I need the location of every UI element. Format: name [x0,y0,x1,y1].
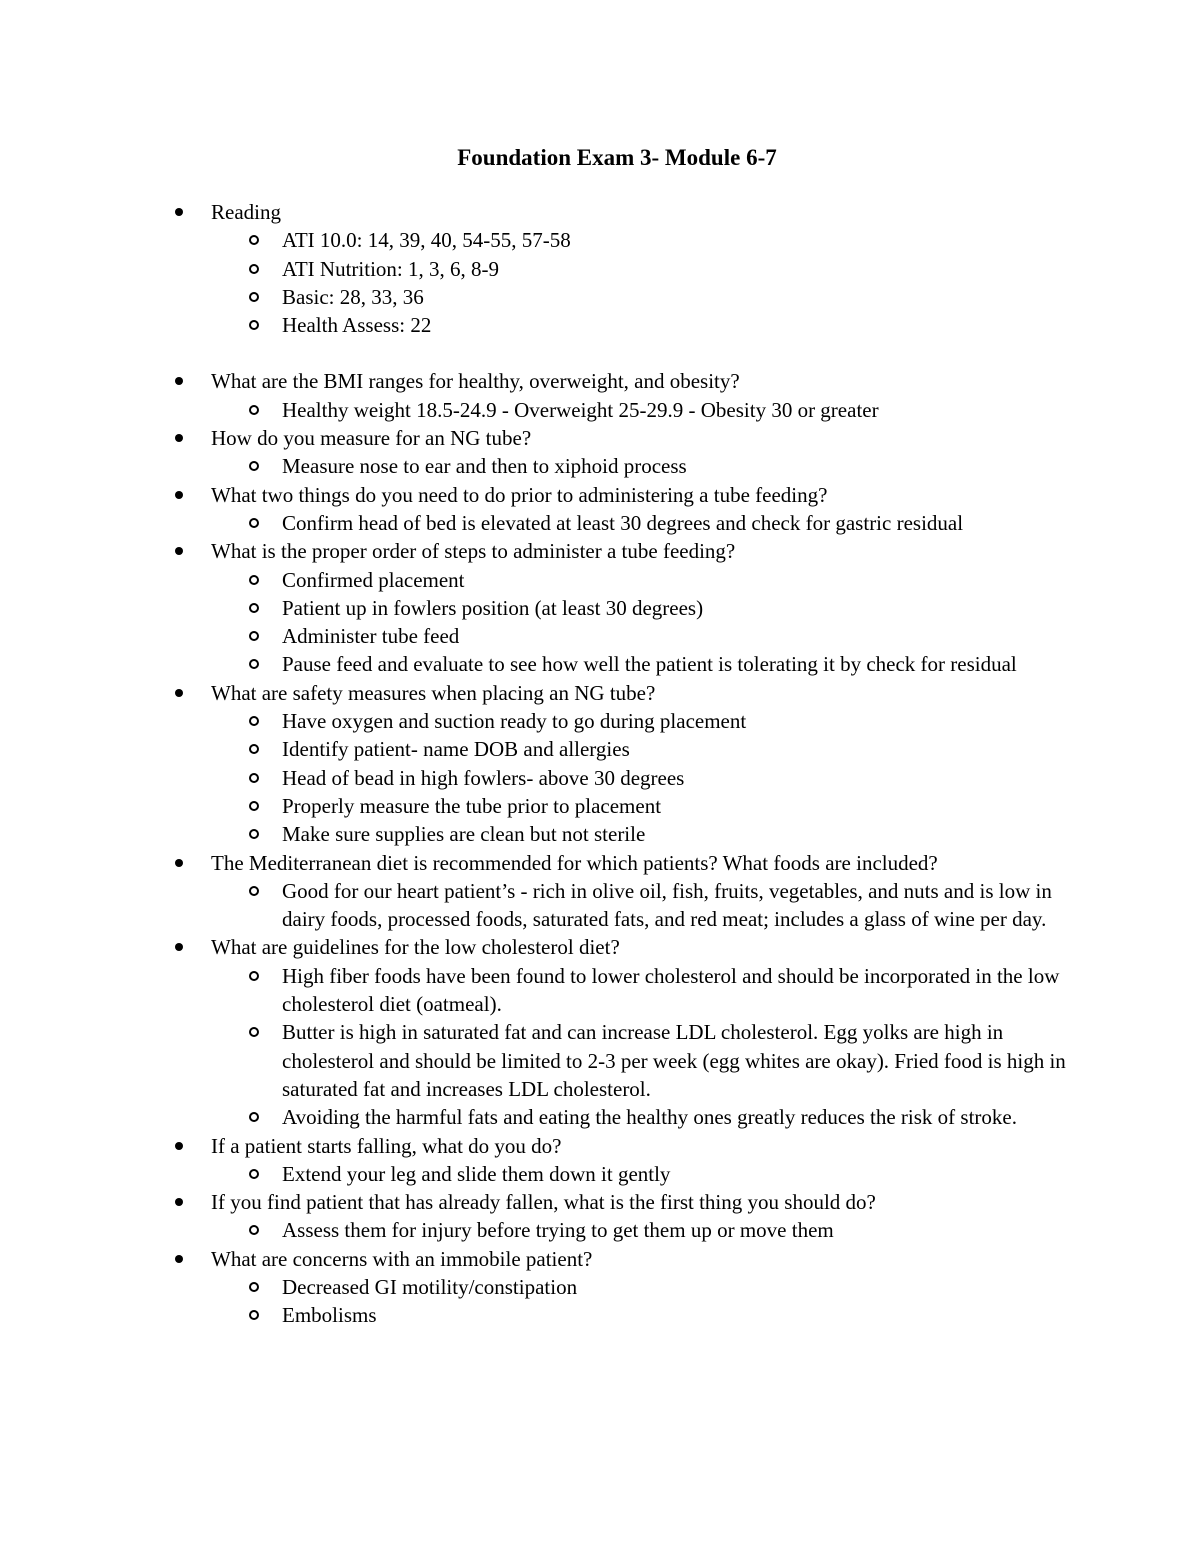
answer-item [0,1018,1072,1103]
answer-text: Embolisms [282,1303,377,1328]
hollow-bullet-icon [249,292,259,302]
bullet-icon [175,943,183,951]
bullet-icon [175,1255,183,1263]
answer-item [0,452,1072,480]
answer-text: ATI 10.0: 14, 39, 40, 54-55, 57-58 [282,228,571,253]
answer-text: Decreased GI motility/constipation [282,1274,578,1299]
bullet-icon [175,859,183,867]
answer-item [0,735,1072,763]
answer-item [0,650,1072,678]
question-item [0,537,1071,678]
hollow-bullet-icon [249,1027,259,1037]
question-item [0,481,1071,538]
hollow-bullet-icon [249,744,259,754]
answer-text: Confirm head of bed is elevated at least 30 degrees and check for gastric residual [282,510,964,535]
answer-item [0,396,1072,424]
bullet-icon [175,1198,183,1206]
answer-item [0,594,1072,622]
document-body [0,198,1200,1330]
question-text: What is the proper order of steps to administer a tube feeding? [211,539,736,564]
answer-text: Extend your leg and slide them down it gently [282,1161,671,1186]
hollow-bullet-icon [249,320,259,330]
answer-list [0,452,1071,480]
answer-text: Good for our heart patient’s - rich in olive oil, fish, fruits, vegetables, and nuts and is low in dairy foods, processed foods, saturated fats, and red meat; includes a glass of wine per day. [282,878,1052,932]
answer-item [0,764,1072,792]
hollow-bullet-icon [249,886,259,896]
answer-text: Healthy weight 18.5-24.9 - Overweight 25-29.9 - Obesity 30 or greater [282,397,879,422]
answer-item [0,820,1072,848]
answer-item [0,962,1072,1019]
answer-item [0,226,1072,254]
question-item [0,679,1071,849]
hollow-bullet-icon [249,659,259,669]
answer-text: Administer tube feed [282,624,460,649]
bullet-icon [175,434,183,442]
bullet-icon [175,491,183,499]
answer-text: Measure nose to ear and then to xiphoid process [282,454,687,479]
answer-list [0,566,1071,679]
document-title: Foundation Exam 3- Module 6-7 [457,145,777,170]
answer-list [0,226,1071,339]
answer-list [0,1216,1071,1244]
question-item [0,1188,1071,1245]
answer-text: Butter is high in saturated fat and can increase LDL cholesterol. Egg yolks are high in cholesterol and should be limited to 2-3 per week (egg whites are okay). Fried food is high in saturated fat and increases LDL cholesterol. [282,1020,1066,1101]
question-text: What are safety measures when placing an NG tube? [211,680,656,705]
answer-item [0,283,1072,311]
answer-text: Basic: 28, 33, 36 [282,284,424,309]
question-list [0,198,1200,1330]
question-text: What are guidelines for the low cholesterol diet? [211,935,620,960]
question-item [0,1132,1071,1189]
answer-list [0,1273,1071,1330]
question-text: The Mediterranean diet is recommended for which patients? What foods are included? [211,850,938,875]
question-item [0,424,1071,481]
question-text: What two things do you need to do prior to administering a tube feeding? [211,482,828,507]
answer-item [0,622,1072,650]
answer-item [0,509,1072,537]
question-text: Reading [211,200,281,224]
answer-list [0,962,1071,1132]
answer-list [0,509,1071,537]
answer-list [0,1160,1071,1188]
question-item [0,849,1071,934]
answer-item [0,566,1072,594]
hollow-bullet-icon [249,716,259,726]
answer-text: Properly measure the tube prior to placement [282,793,662,818]
answer-item [0,707,1072,735]
bullet-icon [175,208,183,216]
answer-text: Confirmed placement [282,567,465,592]
answer-text: Health Assess: 22 [282,313,432,338]
answer-text: Head of bead in high fowlers- above 30 degrees [282,765,685,790]
answer-item [0,311,1072,339]
question-item [0,1245,1071,1330]
answer-text: Pause feed and evaluate to see how well the patient is tolerating it by check for residual [282,652,1017,677]
answer-item [0,1160,1072,1188]
bullet-icon [175,689,183,697]
hollow-bullet-icon [249,971,259,981]
answer-item [0,1273,1072,1301]
hollow-bullet-icon [249,405,259,415]
answer-text: Avoiding the harmful fats and eating the healthy ones greatly reduces the risk of stroke. [282,1105,1017,1130]
hollow-bullet-icon [249,631,259,641]
hollow-bullet-icon [249,235,259,245]
answer-item [0,1301,1072,1329]
hollow-bullet-icon [249,461,259,471]
answer-list [0,396,1071,424]
answer-text: Make sure supplies are clean but not sterile [282,822,646,847]
question-item [0,198,1071,339]
answer-text: Identify patient- name DOB and allergies [282,737,630,762]
question-item [0,367,1071,424]
answer-text: Assess them for injury before trying to get them up or move them [282,1218,834,1243]
hollow-bullet-icon [249,1282,259,1292]
hollow-bullet-icon [249,801,259,811]
answer-item [0,255,1072,283]
question-text: If a patient starts falling, what do you do? [211,1133,562,1158]
answer-text: Patient up in fowlers position (at least 30 degrees) [282,595,704,620]
question-text: What are the BMI ranges for healthy, overweight, and obesity? [211,369,740,394]
bullet-icon [175,377,183,385]
question-item [0,933,1071,1131]
hollow-bullet-icon [249,575,259,585]
answer-text: ATI Nutrition: 1, 3, 6, 8-9 [282,256,499,281]
question-text: If you find patient that has already fallen, what is the first thing you should do? [211,1190,876,1215]
question-text: What are concerns with an immobile patient? [211,1246,593,1271]
question-text: How do you measure for an NG tube? [211,426,532,451]
hollow-bullet-icon [249,264,259,274]
answer-item [0,1216,1072,1244]
hollow-bullet-icon [249,518,259,528]
answer-text: High fiber foods have been found to lower cholesterol and should be incorporated in the low cholesterol diet (oatmeal). [282,963,1060,1017]
answer-text: Have oxygen and suction ready to go during placement [282,709,747,734]
hollow-bullet-icon [249,1169,259,1179]
answer-list [0,707,1071,848]
answer-item [0,877,1072,934]
hollow-bullet-icon [249,603,259,613]
hollow-bullet-icon [249,773,259,783]
hollow-bullet-icon [249,1112,259,1122]
answer-list [0,877,1071,934]
bullet-icon [175,547,183,555]
answer-item [0,792,1072,820]
hollow-bullet-icon [249,1310,259,1320]
hollow-bullet-icon [249,1225,259,1235]
bullet-icon [175,1142,183,1150]
answer-item [0,1103,1072,1131]
hollow-bullet-icon [249,829,259,839]
